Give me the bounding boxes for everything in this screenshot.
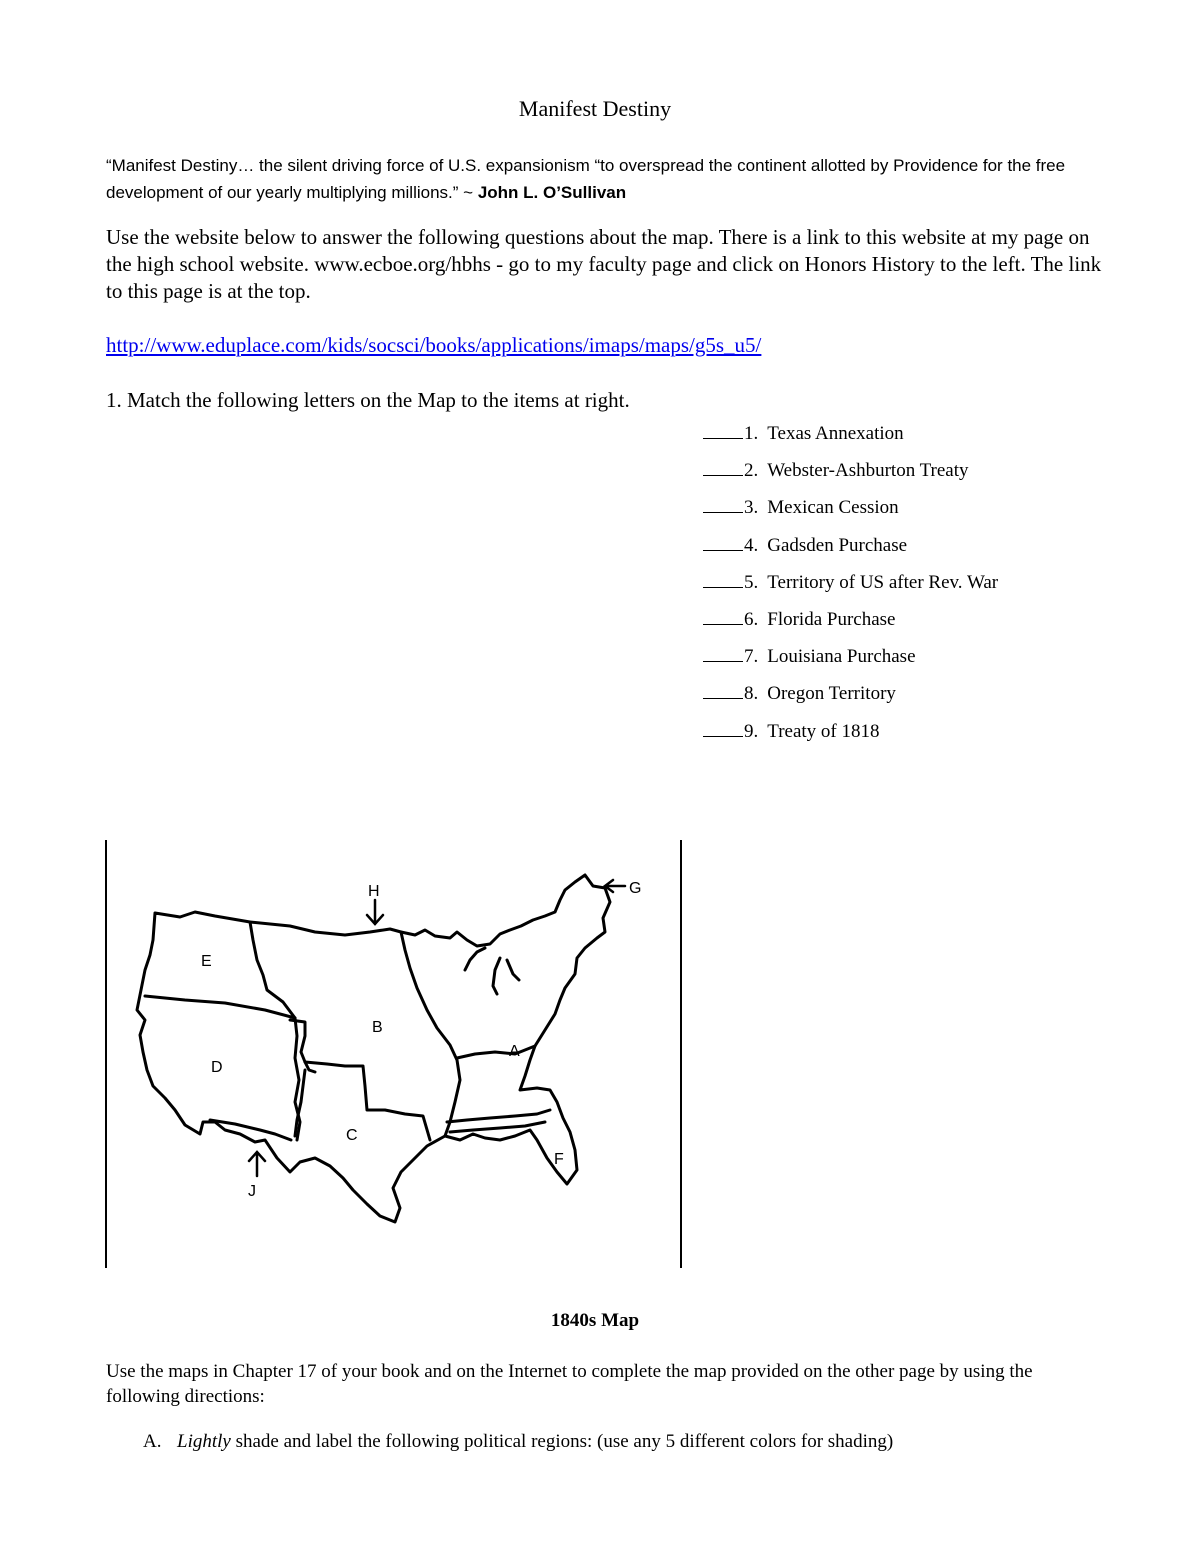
answer-blank[interactable] xyxy=(703,607,743,625)
map-label-j: J xyxy=(248,1183,256,1200)
answer-blank[interactable] xyxy=(703,421,743,439)
item-text: Territory of US after Rev. War xyxy=(767,571,999,593)
map-label-b: B xyxy=(372,1019,383,1036)
answer-blank[interactable] xyxy=(703,533,743,551)
map-label-g: G xyxy=(629,880,642,897)
item-text: Treaty of 1818 xyxy=(767,720,880,742)
cession-line xyxy=(290,1020,315,1072)
great-lakes-1 xyxy=(465,948,485,970)
arrow-g xyxy=(605,880,625,892)
answer-blank[interactable] xyxy=(703,719,743,737)
list-item xyxy=(703,494,998,531)
item-number: 5. xyxy=(744,571,759,593)
map-label-e: E xyxy=(201,953,212,970)
quote-author: John L. O’Sullivan xyxy=(477,183,627,202)
answer-blank[interactable] xyxy=(703,495,743,513)
item-text: Texas Annexation xyxy=(767,423,904,444)
item-text: shade and label the following political regions: (use any 5 different colors for shading) xyxy=(230,1431,894,1452)
map-label-a: A xyxy=(509,1043,520,1060)
direction-item-a xyxy=(143,1431,893,1453)
item-emphasis: Lightly xyxy=(177,1431,231,1452)
list-item xyxy=(703,569,998,606)
website-link[interactable]: http://www.eduplace.com/kids/socsci/books/applications/imaps/maps/g5s_u5/ xyxy=(106,333,762,357)
map-label-f: F xyxy=(554,1151,564,1168)
page-title: Manifest Destiny xyxy=(518,96,672,121)
map-figure xyxy=(105,840,683,1268)
item-text: Webster-Ashburton Treaty xyxy=(767,460,969,482)
item-number: 3. xyxy=(744,497,759,519)
item-text: Gadsden Purchase xyxy=(767,534,908,556)
list-item xyxy=(703,718,998,755)
florida-border xyxy=(447,1110,550,1122)
item-number: 8. xyxy=(744,683,759,705)
us-outline xyxy=(137,875,610,1222)
quote-text: “Manifest Destiny… the silent driving force of U.S. expansionism “to overspread the continent allotted by Providence for the free development of our yearly multiplying millions.” ~ xyxy=(106,156,1066,202)
great-lakes-2 xyxy=(493,958,500,994)
map-label-d: D xyxy=(211,1059,223,1076)
answer-blank[interactable] xyxy=(703,644,743,662)
list-item xyxy=(703,457,998,494)
gadsden-line xyxy=(210,1120,291,1140)
oregon-border xyxy=(145,996,295,1018)
list-item xyxy=(703,420,998,457)
map-label-h: H xyxy=(368,883,380,900)
ohio-river xyxy=(457,1046,535,1058)
answer-blank[interactable] xyxy=(703,458,743,476)
item-number: 2. xyxy=(744,460,759,482)
mississippi-river xyxy=(401,932,460,1136)
item-letter: A. xyxy=(143,1431,162,1452)
answer-blank[interactable] xyxy=(703,570,743,588)
map-caption: 1840s Map xyxy=(550,1310,640,1331)
list-item xyxy=(703,532,998,569)
question-1: 1. Match the following letters on the Map to the items at right. xyxy=(106,388,630,412)
list-item xyxy=(703,680,998,717)
list-item xyxy=(703,606,998,643)
item-text: Louisiana Purchase xyxy=(767,646,916,668)
item-text: Oregon Territory xyxy=(767,683,896,705)
match-list xyxy=(703,420,998,755)
arrow-j xyxy=(249,1152,265,1176)
arrow-h xyxy=(367,900,383,924)
instructions-paragraph: Use the website below to answer the following questions about the map. There is a link to this website at my page on the high school website. www.ecboe.org/hbhs - go to my faculty page and click on Honors History to the left. The link to this page is at the top. xyxy=(106,225,1102,303)
item-number: 1. xyxy=(744,423,759,444)
map-label-c: C xyxy=(346,1127,358,1144)
us-map xyxy=(105,840,683,1268)
item-number: 9. xyxy=(744,720,759,742)
item-number: 6. xyxy=(744,608,759,630)
answer-blank[interactable] xyxy=(703,681,743,699)
list-item xyxy=(703,643,998,680)
quote-block xyxy=(106,152,1106,206)
item-text: Mexican Cession xyxy=(767,497,899,519)
great-lakes-3 xyxy=(507,960,519,980)
louisiana-texas-border xyxy=(305,1062,430,1140)
item-number: 4. xyxy=(744,534,759,556)
directions-paragraph: Use the maps in Chapter 17 of your book and on the Internet to complete the map provided on the other page by using the following directions: xyxy=(106,1361,1033,1407)
oregon-louisiana-border xyxy=(250,922,295,1018)
item-number: 7. xyxy=(744,646,759,668)
item-text: Florida Purchase xyxy=(767,608,896,630)
